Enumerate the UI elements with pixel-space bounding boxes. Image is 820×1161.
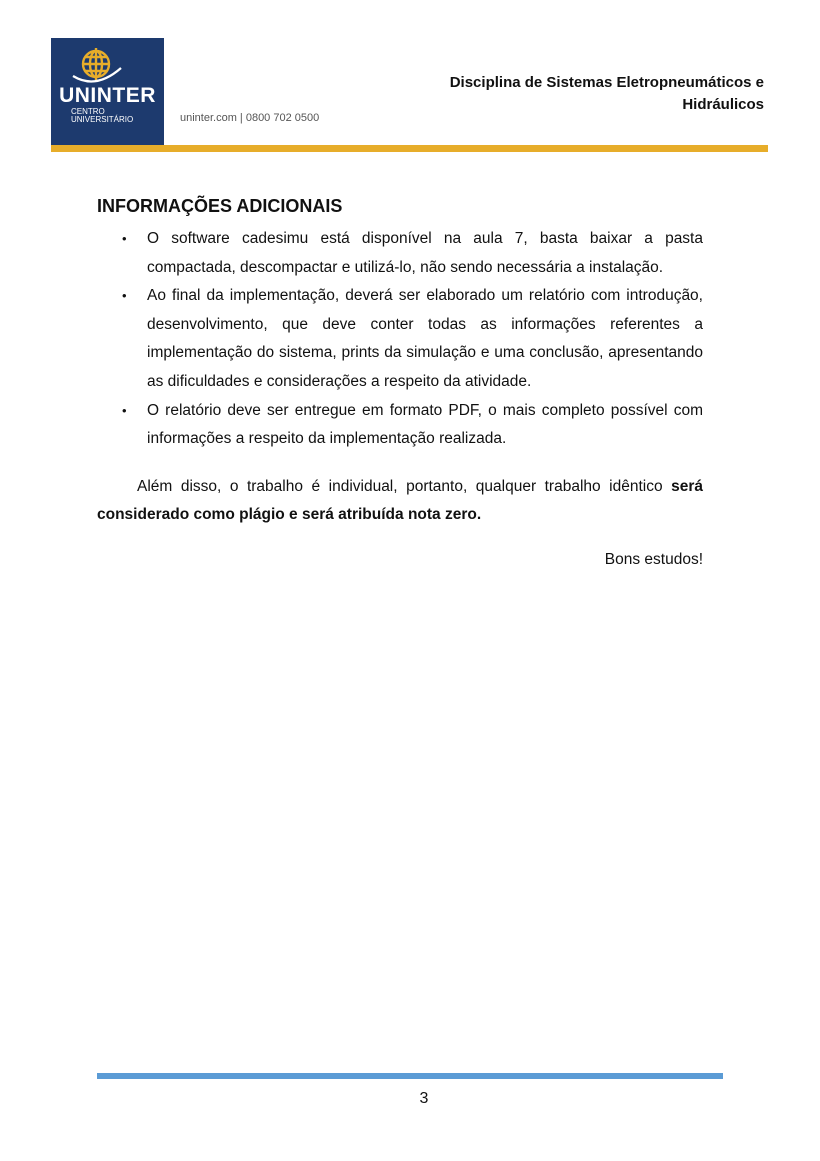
list-item bbox=[97, 282, 703, 396]
list-item-text: O relatório deve ser entregue em formato PDF, o mais completo possível com informações a respeito da implementação realizada. bbox=[147, 401, 703, 448]
bullet-icon: • bbox=[122, 288, 127, 304]
list-item bbox=[97, 397, 703, 454]
bullet-list bbox=[97, 225, 703, 454]
bullet-icon: • bbox=[122, 231, 127, 246]
notice-text: Além disso, o trabalho é individual, portanto, qualquer trabalho idêntico bbox=[137, 477, 672, 495]
logo-wordmark: UNINTER bbox=[59, 84, 156, 107]
header-rule bbox=[51, 145, 768, 152]
list-item bbox=[97, 225, 703, 282]
footer-rule bbox=[97, 1073, 723, 1079]
list-item-text: Ao final da implementação, deverá ser elaborado um relatório com introdução, desenvolvimento, que deve conter todas as informações referentes a implementação do sistema, prints da simulação e uma conclusão, apresentando as dificuldades e considerações a respeito da atividade. bbox=[147, 287, 703, 390]
logo-subtitle-2: UNIVERSITÁRIO bbox=[71, 115, 134, 124]
section-title: INFORMAÇÕES ADICIONAIS bbox=[97, 196, 343, 216]
uninter-logo bbox=[51, 38, 164, 146]
page-content bbox=[97, 193, 703, 575]
list-item-text: O software cadesimu está disponível na aula 7, basta baixar a pasta compactada, descompactar e utilizá-lo, não sendo necessária a instalação. bbox=[147, 230, 703, 276]
contact-info: uninter.com | 0800 702 0500 bbox=[180, 112, 320, 124]
bullet-icon: • bbox=[122, 402, 127, 418]
notice-emphasis: será considerado como plágio e será atribuída nota zero. bbox=[97, 477, 703, 524]
logo-subtitle-1: CENTRO bbox=[71, 107, 105, 116]
closing-text: Bons estudos! bbox=[604, 550, 703, 568]
page-number: 3 bbox=[419, 1090, 429, 1107]
notice-paragraph bbox=[97, 473, 703, 530]
document-header-title: Disciplina de Sistemas Eletropneumáticos e Hidráulicos bbox=[449, 74, 764, 113]
